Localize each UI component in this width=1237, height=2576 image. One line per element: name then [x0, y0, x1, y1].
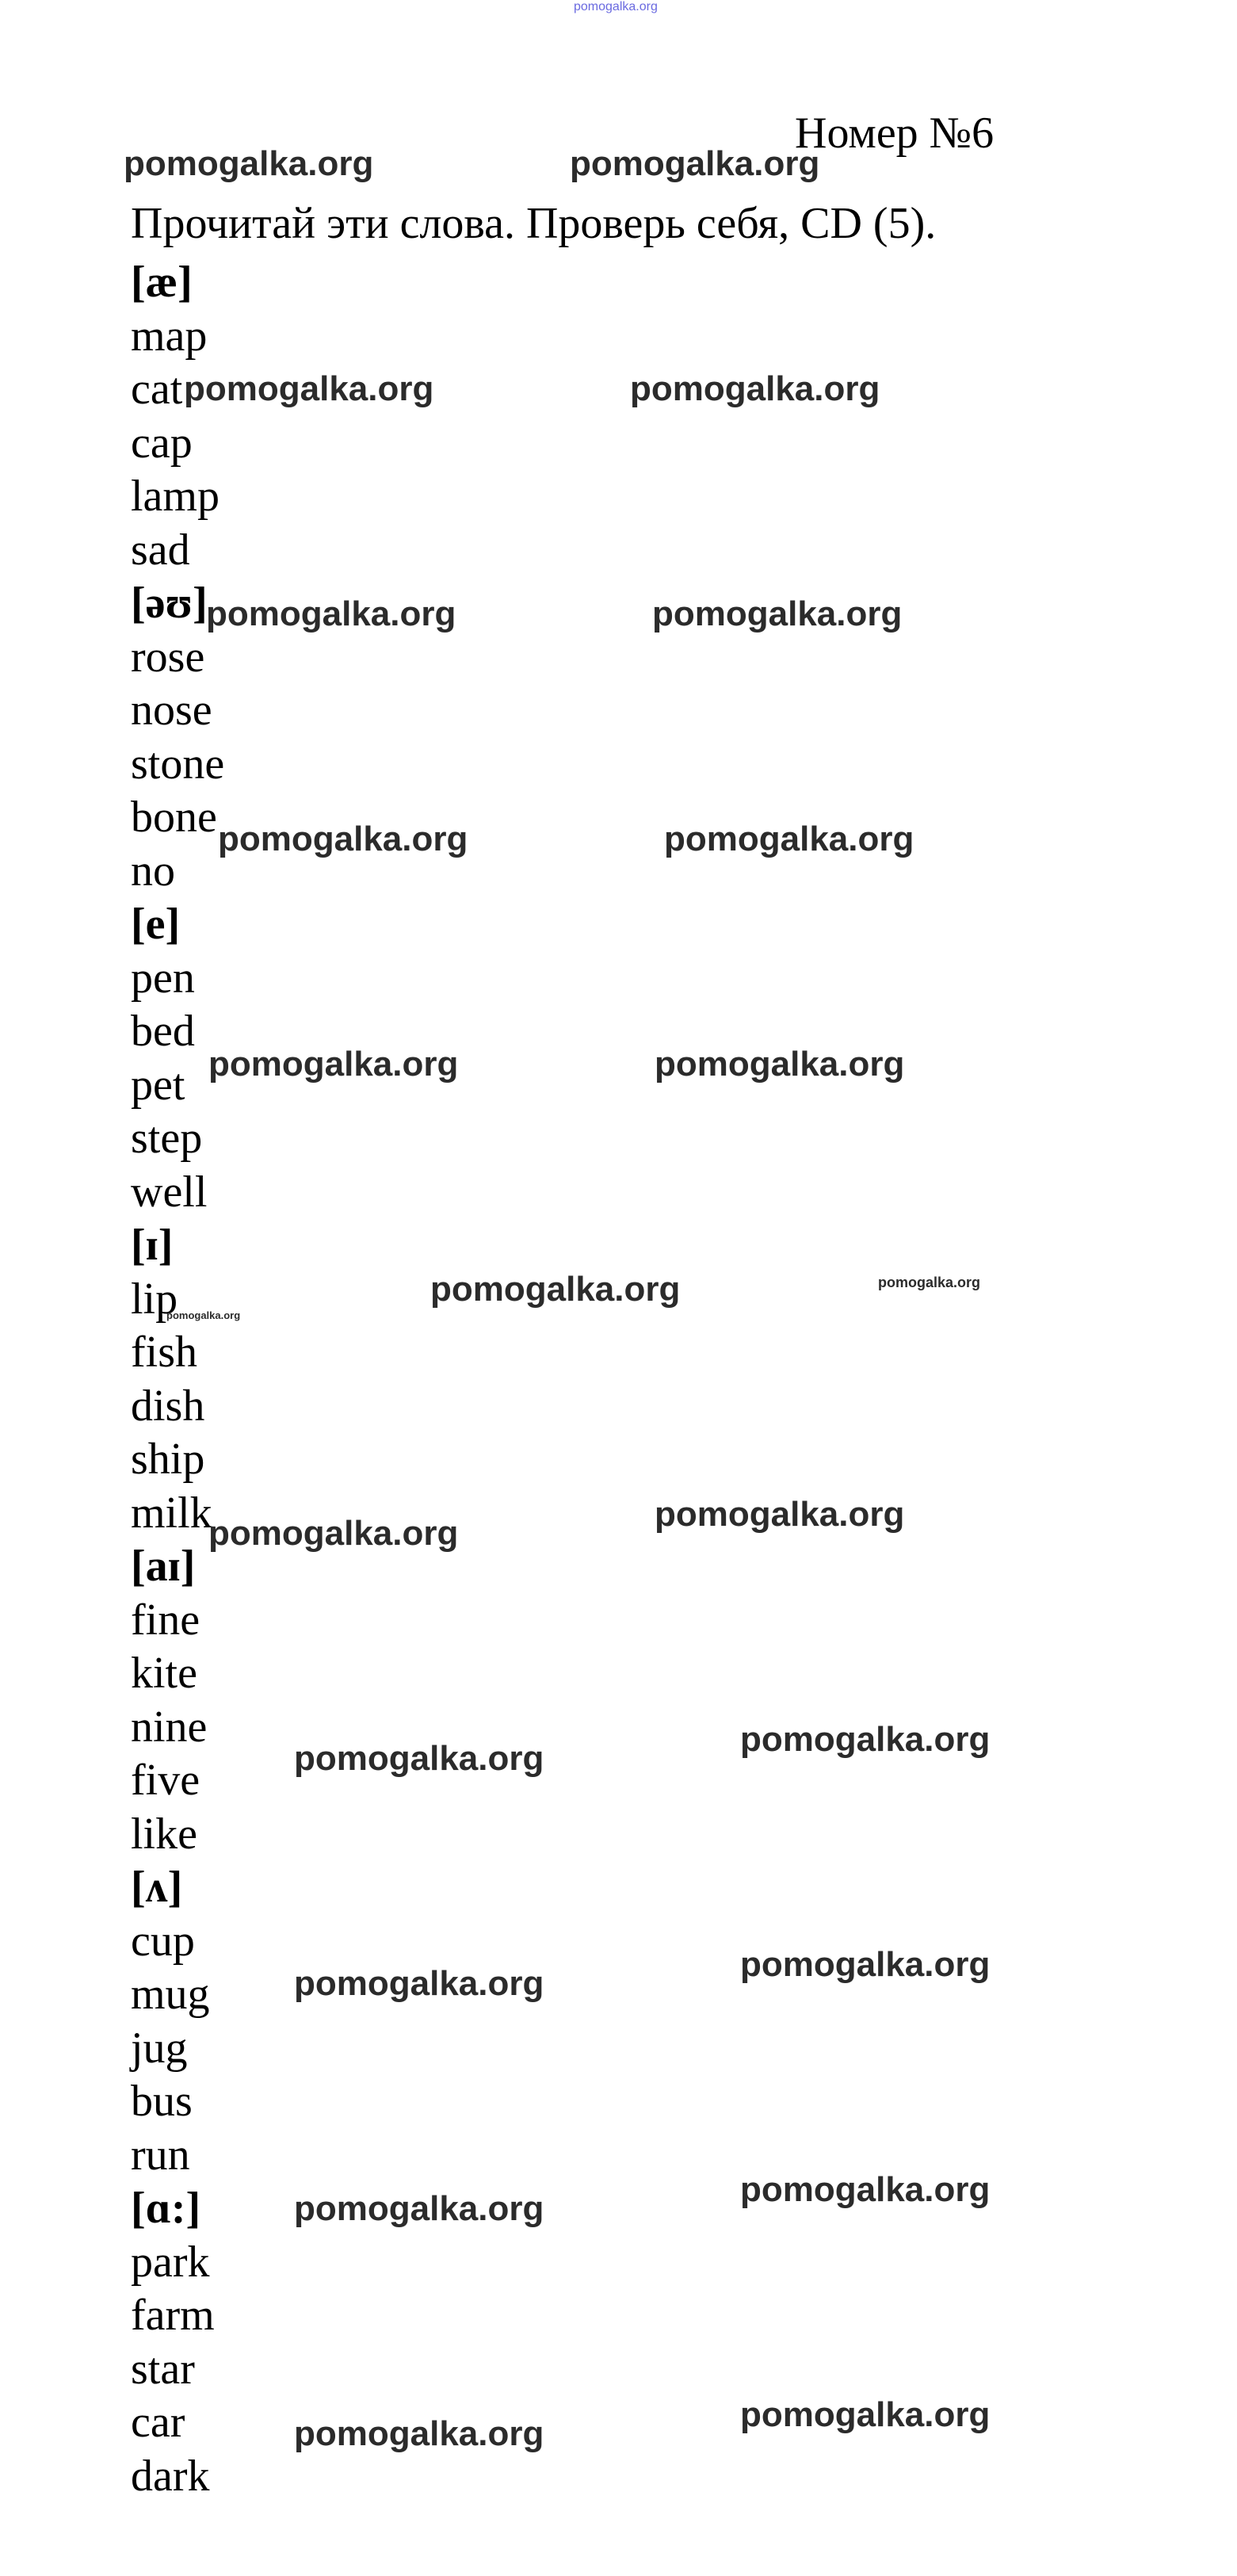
- watermark: pomogalka.org: [294, 1964, 544, 2003]
- word-item: park: [131, 2237, 210, 2287]
- word-item: no: [131, 846, 175, 896]
- word-item: bone: [131, 793, 217, 842]
- word-item: well: [131, 1167, 208, 1217]
- word-item: sad: [131, 525, 190, 575]
- word-list: [131, 256, 224, 2503]
- sound-heading: [ɑ:]: [131, 2184, 201, 2233]
- word-item: bed: [131, 1007, 195, 1056]
- word-item: pen: [131, 953, 195, 1003]
- sound-heading: [ʌ]: [131, 1863, 183, 1912]
- word-item: map: [131, 311, 208, 361]
- watermark: pomogalka.org: [570, 144, 820, 183]
- word-item: run: [131, 2130, 190, 2180]
- word-item: jug: [131, 2023, 188, 2073]
- watermark: pomogalka.org: [652, 594, 903, 633]
- word-item: like: [131, 1809, 197, 1859]
- watermark: pomogalka.org: [655, 1495, 905, 1534]
- top-watermark: pomogalka.org: [574, 0, 658, 13]
- watermark: pomogalka.org: [218, 820, 468, 858]
- word-item: cup: [131, 1916, 195, 1966]
- word-item: farm: [131, 2291, 215, 2340]
- watermark: pomogalka.org: [166, 1309, 241, 1321]
- word-item: rose: [131, 632, 205, 682]
- watermark: pomogalka.org: [294, 1739, 544, 1778]
- sound-heading: [əʊ]: [131, 579, 208, 628]
- watermark: pomogalka.org: [124, 144, 374, 183]
- watermark: pomogalka.org: [740, 1720, 991, 1759]
- word-item: bus: [131, 2077, 193, 2126]
- watermark: pomogalka.org: [294, 2189, 544, 2228]
- watermark: pomogalka.org: [208, 1514, 459, 1553]
- word-item: car: [131, 2398, 185, 2447]
- watermark: pomogalka.org: [655, 1045, 905, 1084]
- word-item: fish: [131, 1328, 197, 1377]
- sound-heading: [æ]: [131, 258, 193, 307]
- word-item: star: [131, 2344, 195, 2394]
- sound-heading: [ɪ]: [131, 1221, 174, 1270]
- word-item: mug: [131, 1970, 210, 2019]
- watermark: pomogalka.org: [740, 1945, 991, 1984]
- word-item: nose: [131, 686, 212, 735]
- word-item: lip: [131, 1274, 178, 1324]
- watermark: pomogalka.org: [430, 1270, 681, 1309]
- word-item: kite: [131, 1649, 197, 1698]
- word-item: stone: [131, 739, 225, 789]
- word-item: cap: [131, 418, 193, 468]
- watermark: pomogalka.org: [184, 369, 434, 408]
- watermark: pomogalka.org: [878, 1275, 981, 1290]
- watermark: pomogalka.org: [206, 594, 456, 633]
- word-item: nine: [131, 1702, 208, 1752]
- word-item: milk: [131, 1488, 212, 1538]
- word-item: ship: [131, 1435, 205, 1484]
- watermark: pomogalka.org: [740, 2395, 991, 2434]
- word-item: dark: [131, 2451, 210, 2501]
- word-item: cat: [131, 365, 183, 414]
- word-item: fine: [131, 1595, 200, 1645]
- sound-heading: [e]: [131, 900, 181, 949]
- word-item: five: [131, 1756, 200, 1805]
- word-item: pet: [131, 1060, 185, 1110]
- sound-heading: [aɪ]: [131, 1542, 196, 1591]
- word-item: lamp: [131, 472, 220, 521]
- word-item: dish: [131, 1381, 205, 1431]
- watermark: pomogalka.org: [294, 2414, 544, 2453]
- instruction-text: Прочитай эти слова. Проверь себя, CD (5).: [131, 199, 937, 248]
- watermark: pomogalka.org: [664, 820, 914, 858]
- word-item: step: [131, 1114, 203, 1163]
- watermark: pomogalka.org: [630, 369, 880, 408]
- page-number: Номер №6: [795, 109, 995, 158]
- watermark: pomogalka.org: [208, 1045, 459, 1084]
- watermark: pomogalka.org: [740, 2170, 991, 2209]
